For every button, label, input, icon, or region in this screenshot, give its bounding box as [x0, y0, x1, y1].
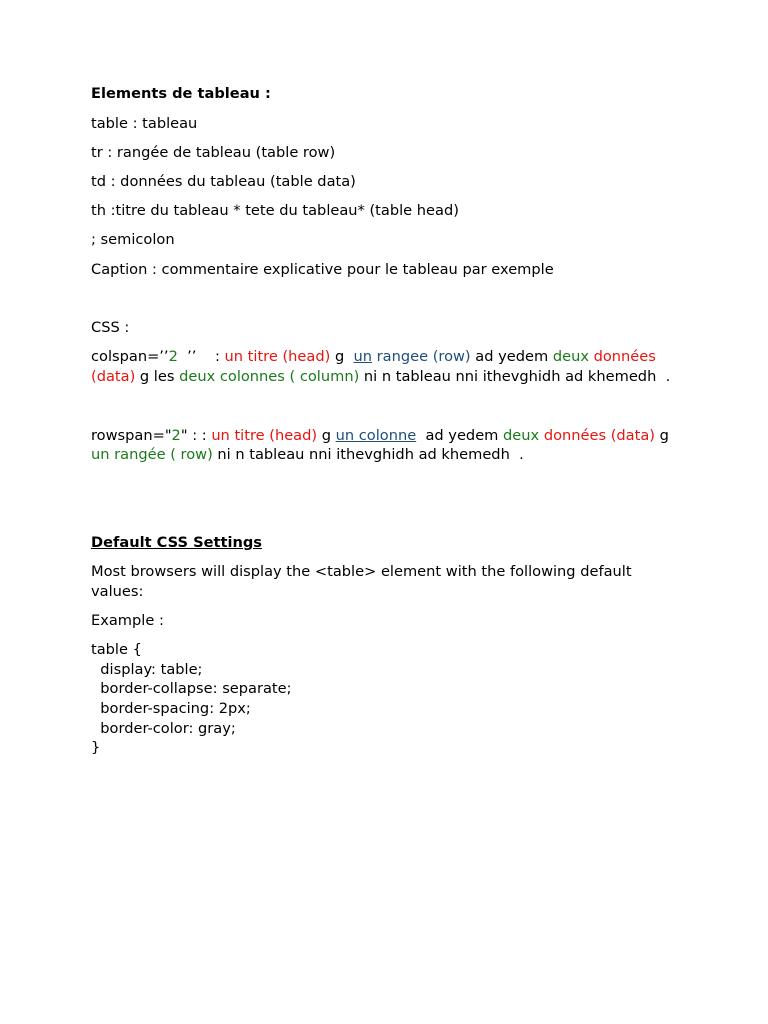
colspan-paragraph	[91, 347, 681, 386]
rowspan-quote-close: " : :	[180, 426, 212, 444]
code-line: table {	[91, 641, 142, 659]
definition-line-th: th :titre du tableau * tete du tableau* (table head)	[91, 202, 459, 220]
colspan-quote-close: ’’ :	[177, 348, 225, 366]
colspan-head: un titre (head)	[224, 348, 331, 366]
default-css-intro: Most browsers will display the <table> element with the following default values:	[91, 563, 632, 600]
definition-line-td: td : données du tableau (table data)	[91, 172, 356, 190]
colspan-prefix: colspan=’’	[91, 348, 169, 366]
code-line: border-spacing: 2px;	[91, 700, 251, 718]
colspan-g1: g	[330, 348, 354, 366]
css-label: CSS :	[91, 319, 130, 337]
colspan-g-les: g les	[135, 367, 180, 385]
colspan-un: un	[353, 348, 372, 366]
rowspan-paragraph	[91, 426, 681, 465]
colspan-row: rangee (row)	[376, 348, 471, 366]
colspan-deux-colonnes: deux colonnes ( column)	[179, 367, 360, 385]
colspan-donnees: données (data)	[91, 348, 661, 385]
code-line: border-color: gray;	[91, 719, 236, 737]
rowspan-g1: g	[317, 426, 336, 444]
colspan-value: 2	[168, 348, 178, 366]
code-line: display: table;	[91, 660, 203, 678]
definition-line-caption: Caption : commentaire explicative pour le tableau par exemple	[91, 260, 554, 278]
definition-line-semicolon: ; semicolon	[91, 231, 175, 249]
rowspan-value: 2	[171, 426, 181, 444]
rowspan-head: un titre (head)	[211, 426, 318, 444]
rowspan-g2: g	[654, 426, 674, 444]
rowspan-colonne: un colonne	[335, 426, 417, 444]
example-label: Example :	[91, 612, 164, 630]
rowspan-tail: ni n tableau nni ithevghidh ad khemedh .	[212, 446, 524, 464]
rowspan-donnees: données (data)	[543, 426, 655, 444]
rowspan-rangee: un rangée ( row)	[91, 446, 213, 464]
code-line: }	[91, 739, 101, 757]
definition-line-tr: tr : rangée de tableau (table row)	[91, 143, 336, 161]
colspan-tail: ni n tableau nni ithevghidh ad khemedh .	[359, 367, 671, 385]
rowspan-prefix: rowspan="	[91, 426, 172, 444]
definition-line-table: table : tableau	[91, 114, 198, 132]
section-heading-elements: Elements de tableau :	[91, 85, 271, 102]
document-page	[91, 84, 681, 758]
section-heading-default-css: Default CSS Settings	[91, 533, 262, 551]
rowspan-deux: deux	[503, 426, 540, 444]
code-line: border-collapse: separate;	[91, 680, 292, 698]
code-block	[91, 640, 681, 758]
colspan-ad-yedem: ad yedem	[470, 348, 553, 366]
rowspan-ad-yedem: ad yedem	[416, 426, 504, 444]
colspan-deux: deux	[552, 348, 589, 366]
